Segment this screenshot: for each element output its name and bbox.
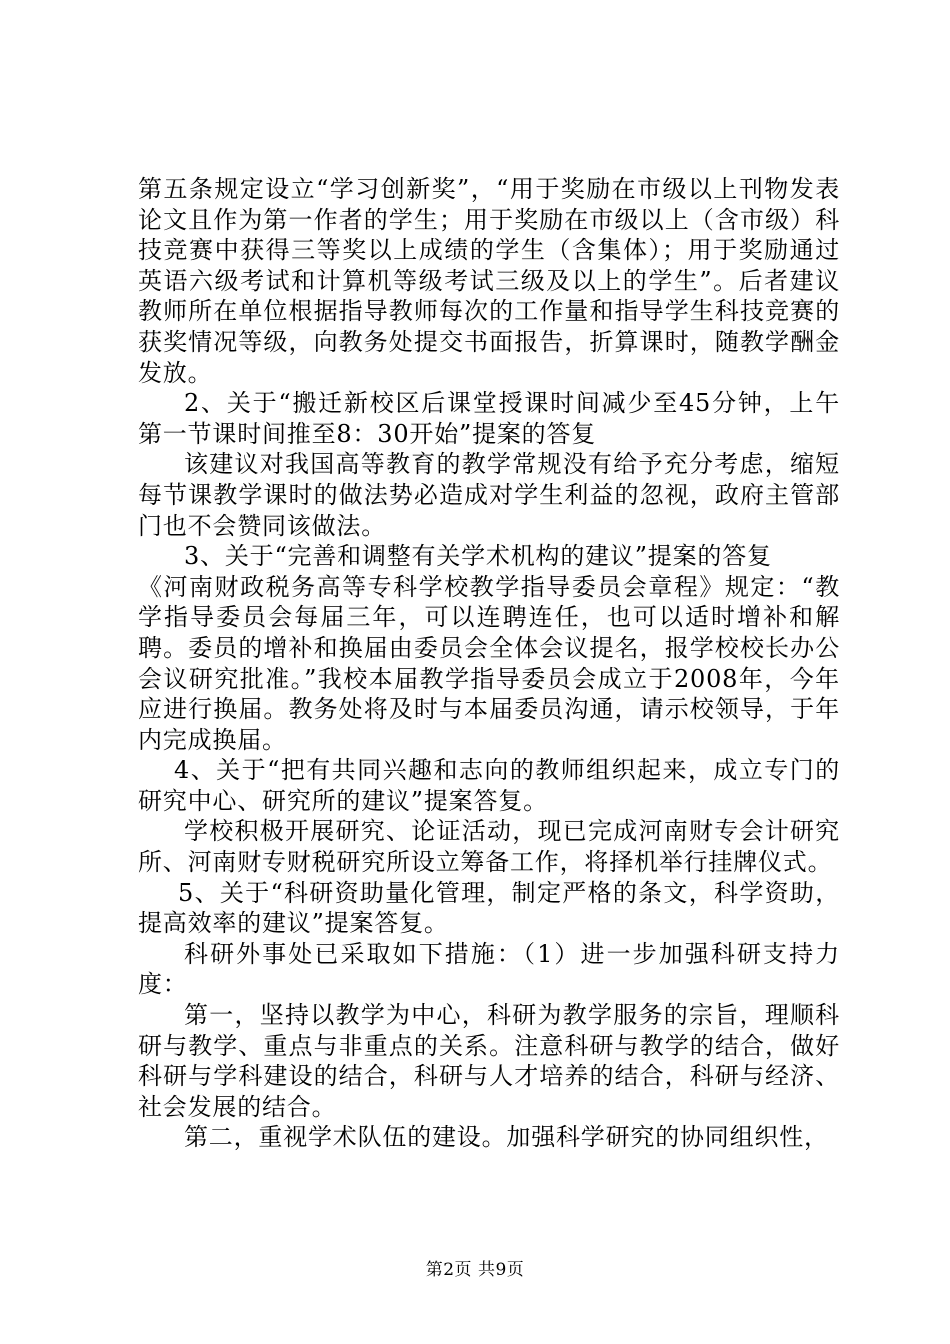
paragraph-measure-first: 第一，坚持以教学为中心，科研为教学服务的宗旨，理顺科研与教学、重点与非重点的关系。注意科研与教学的结合，做好科研与学科建设的结合，科研与人才培养的结合，科研与经济、社会发展的结合。 [138, 1001, 840, 1121]
paragraph-item-2-heading: 2、关于“搬迁新校区后课堂授课时间减少至45分钟，上午第一节课时间推至8：30开始”提案的答复 [138, 389, 840, 448]
paragraph-article-five: 第五条规定设立“学习创新奖”，“用于奖励在市级以上刊物发表论文且作为第一作者的学生；用于奖励在市级以上（含市级）科技竞赛中获得三等奖以上成绩的学生（含集体）；用于奖励通过英语六级考试和计算机等级考试三级及以上的学生”。后者建议教师所在单位根据指导教师每次的工作量和指导学生科技竞赛的获奖情况等级，向教务处提交书面报告，折算课时，随教学酬金发放。 [138, 175, 840, 387]
paragraph-measure-second: 第二，重视学术队伍的建设。加强科学研究的协同组织性， [184, 1123, 829, 1152]
paragraph-item-5-heading: 5、关于“科研资助量化管理，制定严格的条文，科学资助，提高效率的建议”提案答复。 [138, 878, 840, 938]
page-number-footer: 第2页 共9页 [425, 1260, 525, 1280]
paragraph-measures-intro: 科研外事处已采取如下措施：（1）进一步加强科研支持力度： [138, 939, 840, 999]
paragraph-item-3-heading: 3、关于“完善和调整有关学术机构的建议”提案的答复 [184, 542, 772, 571]
paragraph-item-4-reply: 学校积极开展研究、论证活动，现已完成河南财专会计研究所、河南财专财税研究所设立筹备工作，将择机举行挂牌仪式。 [138, 817, 840, 877]
paragraph-item-3-reply: 《河南财政税务高等专科学校教学指导委员会章程》规定：“教学指导委员会每届三年，可以连聘连任，也可以适时增补和解聘。委员的增补和换届由委员会全体会议提名，报学校校长办公会议研究批准。”我校本届教学指导委员会成立于2008年，今年应进行换届。教务处将及时与本届委员沟通，请示校领导，于年内完成换届。 [138, 572, 840, 754]
document-body [138, 174, 840, 1153]
paragraph-item-2-reply: 该建议对我国高等教育的教学常规没有给予充分考虑，缩短每节课教学课时的做法势必造成对学生利益的忽视，政府主管部门也不会赞同该做法。 [138, 450, 840, 540]
paragraph-item-4-heading: 4、关于“把有共同兴趣和志向的教师组织起来，成立专门的研究中心、研究所的建议”提案答复。 [138, 756, 840, 815]
